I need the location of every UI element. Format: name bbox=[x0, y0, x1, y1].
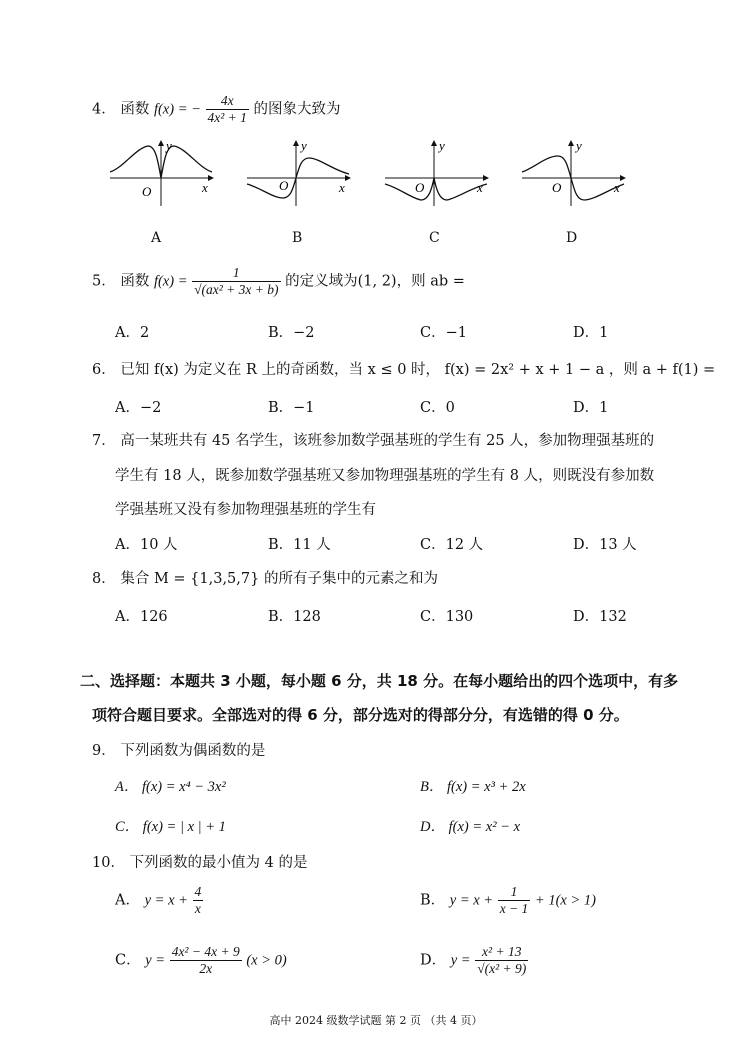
q5-text-a: 函数 bbox=[120, 273, 150, 290]
q6-text: 已知 f(x) 为定义在 R 上的奇函数，当 x ≤ 0 时， f(x) = 2x² + x + 1 − a ，则 a + f(1) = bbox=[120, 362, 716, 378]
graph-b-label: B bbox=[292, 230, 303, 246]
q5-stem bbox=[92, 265, 465, 298]
graph-c-label: C bbox=[429, 230, 440, 246]
graph-d-y: y bbox=[576, 138, 582, 153]
q4-text-b: 的图象大致为 bbox=[253, 101, 341, 118]
q10-a-prefix: A． bbox=[115, 892, 140, 909]
q4-stem bbox=[92, 93, 341, 126]
q9-stem bbox=[92, 739, 265, 760]
q4-fraction bbox=[206, 93, 249, 126]
q5-fraction bbox=[192, 265, 280, 298]
q6-stem bbox=[92, 358, 715, 379]
graph-d-x: x bbox=[614, 180, 620, 195]
q4-frac-num: 4x bbox=[206, 93, 249, 110]
q8-option-d: D．132 bbox=[573, 609, 627, 625]
q7-line-3: 学强基班又没有参加物理强基班的学生有 bbox=[115, 502, 376, 518]
graph-b bbox=[245, 138, 353, 208]
q10-c-den: 2x bbox=[199, 961, 213, 976]
q4-number: 4． bbox=[92, 101, 116, 118]
graph-a-label: A bbox=[151, 230, 162, 246]
q6-option-c: C．0 bbox=[420, 400, 455, 416]
graph-b-x: x bbox=[339, 180, 345, 195]
q8-option-c: C．130 bbox=[420, 609, 474, 625]
q4-text-a: 函数 bbox=[120, 101, 150, 118]
q10-d-den: √(x² + 9) bbox=[477, 961, 527, 976]
q10-b-num: 1 bbox=[498, 884, 531, 901]
graph-b-origin: O bbox=[279, 178, 289, 193]
graph-a-y: y bbox=[166, 138, 172, 153]
q10-option-c bbox=[115, 944, 287, 977]
q6-option-d: D．1 bbox=[573, 400, 609, 416]
q6-number: 6． bbox=[92, 362, 116, 378]
q7-number: 7． bbox=[92, 433, 116, 449]
graph-c-x: x bbox=[477, 180, 483, 195]
section2-line-2: 项符合题目要求。全部选对的得 6 分，部分选对的得部分分，有选错的得 0 分。 bbox=[92, 706, 629, 724]
q5-number: 5． bbox=[92, 273, 116, 290]
q10-option-b bbox=[420, 884, 596, 917]
q10-a-lhs: y = x + bbox=[144, 892, 188, 909]
q10-a-den: x bbox=[194, 901, 201, 916]
q7-option-d: D．13 人 bbox=[573, 537, 637, 553]
q8-option-b: B．128 bbox=[268, 609, 321, 625]
q10-b-tail: + 1(x > 1) bbox=[534, 892, 596, 909]
q5-option-c: C．−1 bbox=[420, 325, 467, 341]
graph-a-origin: O bbox=[142, 184, 152, 199]
q5-option-a: A．2 bbox=[115, 325, 150, 341]
q8-text: 集合 M = {1,3,5,7} 的所有子集中的元素之和为 bbox=[120, 571, 438, 587]
q5-option-d: D．1 bbox=[573, 325, 609, 341]
graph-d-origin: O bbox=[552, 180, 562, 195]
graph-c-origin: O bbox=[415, 180, 425, 195]
q9-option-c: C． f(x) = | x | + 1 bbox=[115, 819, 226, 835]
graph-d-label: D bbox=[566, 230, 578, 246]
q9-option-a: A． f(x) = x⁴ − 3x² bbox=[115, 779, 226, 795]
q5-text-b: 的定义域为(1, 2)，则 ab = bbox=[285, 273, 465, 290]
q7-line1-text: 高一某班共有 45 名学生，该班参加数学强基班的学生有 25 人，参加物理强基班的 bbox=[120, 433, 655, 449]
graph-b-y: y bbox=[301, 138, 307, 153]
q10-d-fraction bbox=[475, 944, 528, 977]
graph-d bbox=[520, 138, 628, 208]
q10-c-tail: (x > 0) bbox=[246, 952, 287, 969]
q7-line-2: 学生有 18 人，既参加数学强基班又参加物理强基班的学生有 8 人，则既没有参加数 bbox=[115, 468, 655, 484]
q9-text: 下列函数为偶函数的是 bbox=[120, 743, 266, 759]
graph-a bbox=[108, 138, 216, 208]
q10-a-num: 4 bbox=[194, 884, 202, 899]
q10-c-num: 4x² − 4x + 9 bbox=[171, 944, 240, 959]
page-footer: 高中 2024 级数学试题 第 2 页 （共 4 页） bbox=[269, 1014, 483, 1027]
q5-frac-den: √(ax² + 3x + b) bbox=[194, 282, 279, 297]
q4-func-lhs: f(x) = − bbox=[153, 101, 201, 118]
q4-frac-den: 4x² + 1 bbox=[207, 110, 247, 125]
q10-d-num: x² + 13 bbox=[475, 944, 528, 961]
q10-c-prefix: C． bbox=[115, 952, 141, 969]
q8-option-a: A．126 bbox=[115, 609, 168, 625]
q7-option-c: C．12 人 bbox=[420, 537, 484, 553]
q6-option-b: B．−1 bbox=[268, 400, 315, 416]
q9-number: 9． bbox=[92, 743, 116, 759]
q8-number: 8． bbox=[92, 571, 116, 587]
q10-b-fraction bbox=[498, 884, 531, 917]
q7-option-b: B．11 人 bbox=[268, 537, 331, 553]
q10-c-lhs: y = bbox=[145, 952, 166, 969]
q7-line-1 bbox=[92, 429, 654, 450]
q7-option-a: A．10 人 bbox=[115, 537, 178, 553]
q10-d-lhs: y = bbox=[450, 952, 471, 969]
q5-frac-num: 1 bbox=[192, 265, 280, 282]
q10-option-d bbox=[420, 944, 528, 977]
graph-a-x: x bbox=[202, 180, 208, 195]
q5-option-b: B．−2 bbox=[268, 325, 315, 341]
q5-func-lhs: f(x) = bbox=[153, 273, 188, 290]
q10-b-den: x − 1 bbox=[499, 901, 529, 916]
graph-c-y: y bbox=[439, 138, 445, 153]
q10-stem bbox=[92, 851, 308, 872]
q10-b-prefix: B． bbox=[420, 892, 446, 909]
q8-stem bbox=[92, 567, 438, 588]
graph-c bbox=[383, 138, 491, 208]
q9-option-d: D． f(x) = x² − x bbox=[420, 819, 521, 835]
q10-option-a bbox=[115, 884, 203, 917]
section2-line-1: 二、选择题：本题共 3 小题，每小题 6 分，共 18 分。在每小题给出的四个选项中，有多 bbox=[80, 672, 679, 690]
q10-b-lhs: y = x + bbox=[449, 892, 494, 909]
q10-text: 下列函数的最小值为 4 的是 bbox=[129, 855, 308, 871]
q10-c-fraction bbox=[170, 944, 242, 977]
q10-a-fraction bbox=[193, 884, 204, 917]
q6-option-a: A．−2 bbox=[115, 400, 162, 416]
q10-d-prefix: D． bbox=[420, 952, 447, 969]
q9-option-b: B． f(x) = x³ + 2x bbox=[420, 779, 526, 795]
q10-number: 10． bbox=[92, 855, 125, 871]
